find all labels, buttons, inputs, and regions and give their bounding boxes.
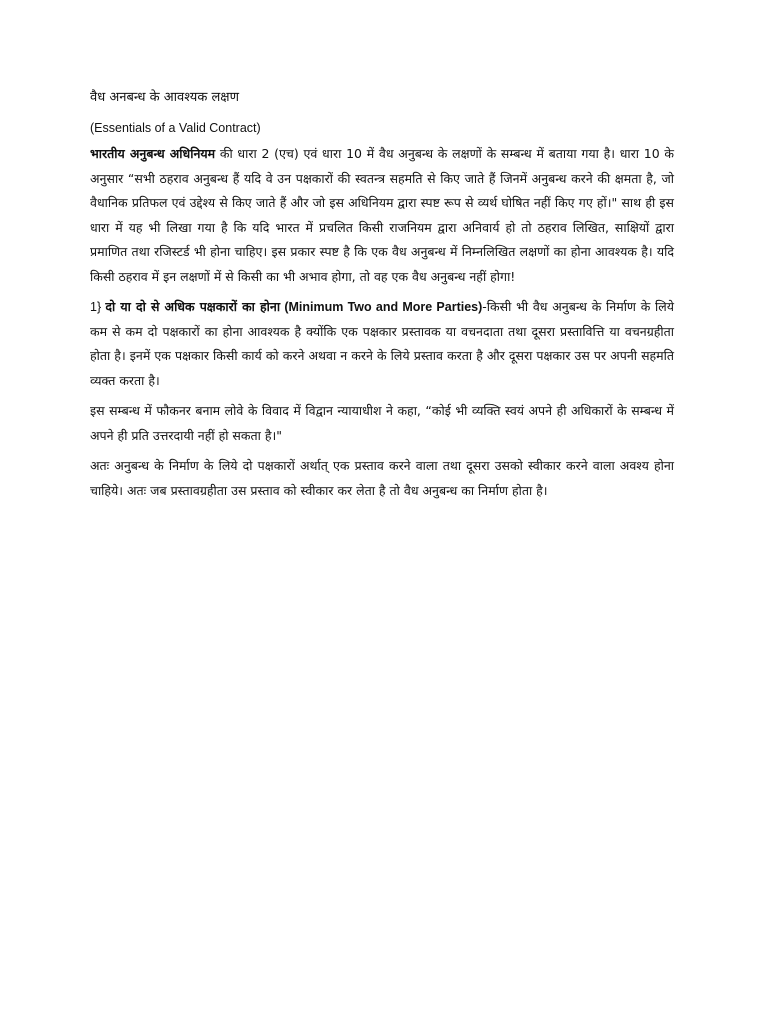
point-1-english-heading: (Minimum Two and More Parties) <box>280 300 483 314</box>
conclusion-paragraph: अतः अनुबन्ध के निर्माण के लिये दो पक्षकारों अर्थात् एक प्रस्ताव करने वाला तथा दूसरा उसको स्वीकार करने वाला अवश्य होना चाहिये। अतः जब प्रस्तावग्रहीता उस प्रस्ताव को स्वीकार कर लेता है तो वैध अनुबन्ध का निर्माण होता है। <box>90 458 674 498</box>
document-title-hindi: वैध अनबन्ध के आवश्यक लक्षण <box>90 90 239 105</box>
point-1-body: -किसी भी वैध अनुबन्ध के निर्माण के लिये कम से कम दो पक्षकारों का होना आवश्यक है क्योंकि एक पक्षकार प्रस्तावक या वचनदाता तथा दूसरा प्रस्तावित्ति या वचनग्रहीता होता है। इनमें एक पक्षकार किसी कार्य को करने अथवा न करने के लिये प्रस्ताव करता है और दूसरा पक्षकार उस पर अपनी सहमति व्यक्त करता है। <box>90 299 675 388</box>
point-1-number: 1} <box>90 300 106 314</box>
intro-body: की धारा 2 (एच) एवं धारा 10 में वैध अनुबन्ध के लक्षणों के सम्बन्ध में बताया गया है। धारा 10 के अनुसार “सभी ठहराव अनुबन्ध हैं यदि वे उन पक्षकारों की स्वतन्त्र सहमति से किए जाते हैं जिनमें अनुबन्ध करने की क्षमता है, जो वैधानिक प्रतिफल एवं उद्देश्य से किए जाते हैं और जो इस अधिनियम द्वारा स्पष्ट रूप से व्यर्थ घोषित नहीं किए गए हों।" साथ ही इस धारा में यह भी लिखा गया है कि यदि भारत में प्रचलित किसी राजनियम द्वारा अनिवार्य हो तो ठहराव लिखित, साक्षियों द्वारा प्रमाणित तथा रजिस्टर्ड भी होना चाहिए। इस प्रकार स्पष्ट है कि एक वैध अनुबन्ध में निम्नलिखित लक्षणों का होना आवश्यक है। यदि किसी ठहराव में इन लक्षणों में से किसी का भी अभाव होगा, तो वह एक वैध अनुबन्ध नहीं होगा! <box>90 146 674 284</box>
point-1-heading: दो या दो से अधिक पक्षकारों का होना <box>105 299 281 314</box>
case-paragraph: इस सम्बन्ध में फौकनर बनाम लोवे के विवाद में विद्वान न्यायाधीश ने कहा, “कोई भी व्यक्ति स्वयं अपने ही अधिकारों के सम्बन्ध में अपने ही प्रति उत्तरदायी नहीं हो सकता है।" <box>90 403 674 443</box>
point-1-paragraph <box>90 295 674 393</box>
intro-lead-bold: भारतीय अनुबन्ध अधिनियम <box>90 146 216 161</box>
intro-paragraph <box>90 142 674 289</box>
document-title-english: (Essentials of a Valid Contract) <box>90 121 261 135</box>
document-page <box>90 88 674 509</box>
